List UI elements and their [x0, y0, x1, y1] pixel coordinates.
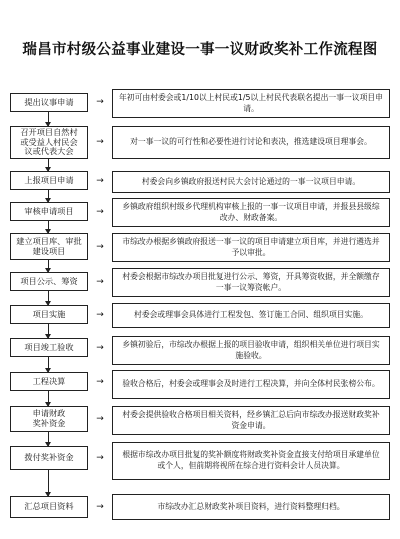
- step-description: 市综改办根据乡镇政府报送一事一议的项目申请建立项目库，并进行遴选并予以审批。: [112, 233, 390, 262]
- step-description: 验收合格后，村委会或理事会及时进行工程决算，并向全体村民张榜公布。: [112, 370, 390, 399]
- right-arrow-icon: →: [96, 377, 104, 387]
- down-arrow-icon: [48, 260, 49, 272]
- step-description: 村委会提供验收合格项目相关资料，经乡镇汇总后向市综改办报送财政奖补资金申请。: [112, 406, 390, 435]
- step-box: 项目公示、筹资: [10, 272, 88, 291]
- step-box: 申请财政 奖补资金: [10, 406, 88, 432]
- right-arrow-icon: →: [96, 176, 104, 186]
- right-arrow-icon: →: [96, 277, 104, 287]
- down-arrow-icon: [48, 470, 49, 496]
- step-description: 村委会或理事会具体进行工程发包、签订施工合同、组织项目实施。: [112, 303, 390, 328]
- down-arrow-icon: [48, 190, 49, 202]
- step-box: 汇总项目资料: [10, 496, 88, 518]
- step-box: 项目竣工验收: [10, 338, 88, 357]
- step-box: 提出议事申请: [10, 93, 88, 112]
- right-arrow-icon: →: [96, 310, 104, 320]
- down-arrow-icon: [48, 112, 49, 126]
- step-description: 市综改办汇总财政奖补项目资料，进行资料整理归档。: [112, 494, 390, 520]
- right-arrow-icon: →: [96, 343, 104, 353]
- step-description: 村委会向乡镇政府报送村民大会讨论通过的一事一议项目申请。: [112, 171, 390, 193]
- right-arrow-icon: →: [96, 97, 104, 107]
- down-arrow-icon: [48, 291, 49, 305]
- step-description: 对一事一议的可行性和必要性进行讨论和表决，推选建设项目理事会。: [112, 126, 390, 159]
- step-description: 根据市综改办项目批复的奖补额度将财政奖补资金直接支付给项目承建单位或个人，但前期将视所在综合进行资料会计人员决算。: [112, 442, 390, 480]
- right-arrow-icon: →: [96, 414, 104, 424]
- step-box: 建立项目库、审批 建设项目: [10, 233, 88, 260]
- step-box: 拨付奖补资金: [10, 446, 88, 470]
- right-arrow-icon: →: [96, 207, 104, 217]
- step-box: 工程决算: [10, 372, 88, 391]
- down-arrow-icon: [48, 159, 49, 171]
- down-arrow-icon: [48, 221, 49, 233]
- step-box: 审核申请项目: [10, 202, 88, 221]
- step-description: 年初可由村委会或1/10以上村民或1/5以上村民代表联名提出一事一议项目申请。: [112, 89, 390, 118]
- step-description: 村委会根据市综改办项目批复进行公示、筹资，开具筹资收据，并全额缴存一事一议筹资帐户。: [112, 268, 390, 297]
- right-arrow-icon: →: [96, 453, 104, 463]
- right-arrow-icon: →: [96, 502, 104, 512]
- right-arrow-icon: →: [96, 137, 104, 147]
- down-arrow-icon: [48, 432, 49, 446]
- step-description: 乡镇初验后，市综改办根据上报的项目验收申请，组织相关单位进行项目实施验收。: [112, 336, 390, 365]
- step-box: 上报项目申请: [10, 171, 88, 190]
- down-arrow-icon: [48, 324, 49, 338]
- down-arrow-icon: [48, 357, 49, 372]
- step-description: 乡镇政府组织村级乡代理机构审核上报的一事一议项目申请，并报县县级综改办、财政备案。: [112, 198, 390, 227]
- step-box: 召开项目自然村 或受益人村民会 议或代表大会: [10, 126, 88, 159]
- step-box: 项目实施: [10, 305, 88, 324]
- right-arrow-icon: →: [96, 242, 104, 252]
- down-arrow-icon: [48, 391, 49, 406]
- page-title: 瑞昌市村级公益事业建设一事一议财政奖补工作流程图: [22, 42, 378, 58]
